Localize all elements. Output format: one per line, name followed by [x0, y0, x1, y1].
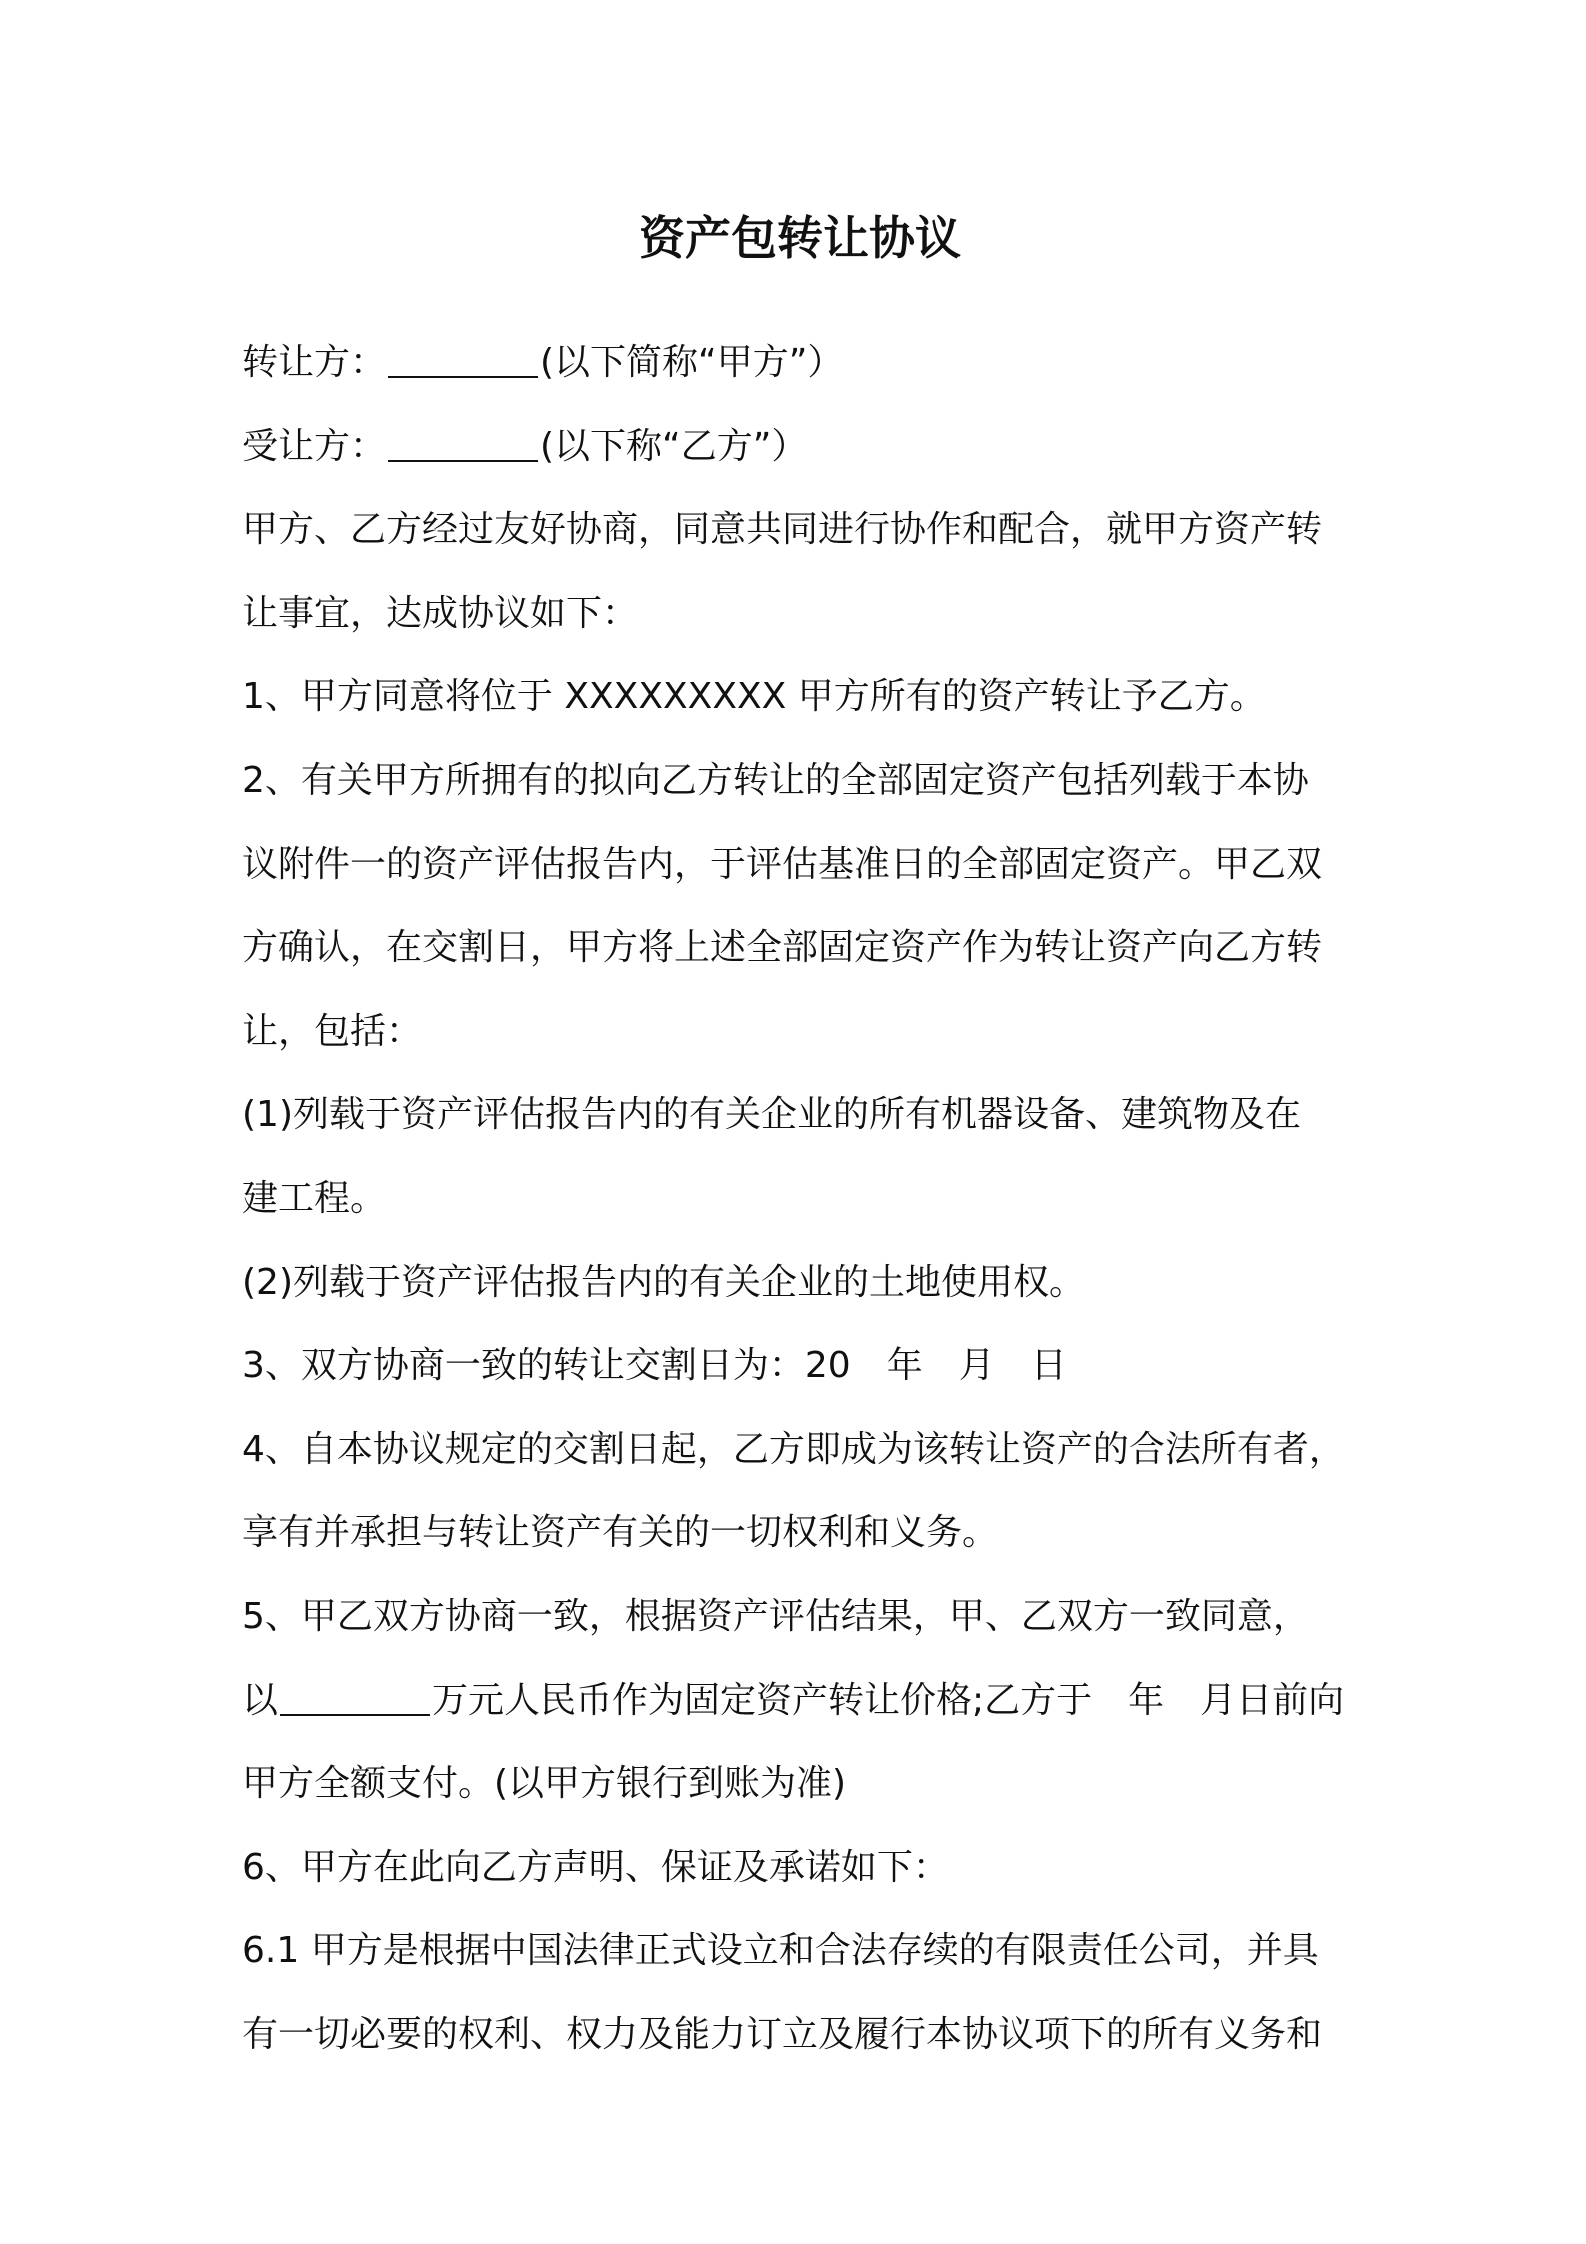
paragraph-line: 4、自本协议规定的交割日起，乙方即成为该转让资产的合法所有者，: [242, 1428, 1345, 1470]
paragraph-line: 议附件一的资产评估报告内，于评估基准日的全部固定资产。甲乙双: [242, 843, 1323, 885]
transferor-label: 转让方：: [242, 342, 387, 383]
paragraph-line: (2)列载于资产评估报告内的有关企业的土地使用权。: [242, 1261, 1085, 1303]
paragraph-line: 2、有关甲方所拥有的拟向乙方转让的全部固定资产包括列载于本协: [242, 759, 1309, 801]
document-title: 资产包转让协议: [639, 211, 961, 265]
paragraph-line: 3、双方协商一致的转让交割日为：20 年 月 日: [242, 1345, 1067, 1387]
transferee-suffix: (以下称“乙方”）: [540, 425, 808, 467]
transferee-blank: [388, 426, 538, 462]
paragraph-line: 5、甲乙双方协商一致，根据资产评估结果，甲、乙双方一致同意，: [242, 1595, 1309, 1637]
paragraph-line: (1)列载于资产评估报告内的有关企业的所有机器设备、建筑物及在: [242, 1094, 1301, 1136]
transferor-blank: [388, 342, 538, 378]
document-body: [242, 321, 1442, 2076]
paragraph-line: 6、甲方在此向乙方声明、保证及承诺如下：: [242, 1846, 949, 1888]
transferor-line: [242, 321, 1442, 405]
transferee-line: [242, 405, 1442, 489]
price-suffix: 万元人民币作为固定资产转让价格;乙方于 年 月日前向: [432, 1679, 1345, 1721]
price-blank: [280, 1680, 430, 1716]
paragraph-line: 让事宜，达成协议如下：: [242, 592, 639, 634]
paragraph-line: 有一切必要的权利、权力及能力订立及履行本协议项下的所有义务和: [242, 2013, 1323, 2055]
price-prefix: 以: [242, 1679, 279, 1721]
paragraph-line: 甲方全额支付。(以甲方银行到账为准): [242, 1763, 847, 1805]
paragraph-line: 6.1 甲方是根据中国法律正式设立和合法存续的有限责任公司，并具: [242, 1930, 1319, 1972]
paragraph-line: 1、甲方同意将位于 XXXXXXXXX 甲方所有的资产转让予乙方。: [242, 676, 1266, 718]
paragraph-line: 让，包括：: [242, 1010, 423, 1052]
paragraph-line: 方确认，在交割日，甲方将上述全部固定资产作为转让资产向乙方转: [242, 927, 1323, 969]
paragraph-line: 建工程。: [242, 1177, 387, 1219]
paragraph-line: 享有并承担与转让资产有关的一切权利和义务。: [242, 1512, 999, 1554]
transferee-label: 受让方：: [242, 425, 387, 467]
price-line: [242, 1659, 1442, 1743]
transferor-suffix: (以下简称“甲方”）: [540, 342, 844, 383]
paragraph-line: 甲方、乙方经过友好协商，同意共同进行协作和配合，就甲方资产转: [242, 509, 1323, 551]
